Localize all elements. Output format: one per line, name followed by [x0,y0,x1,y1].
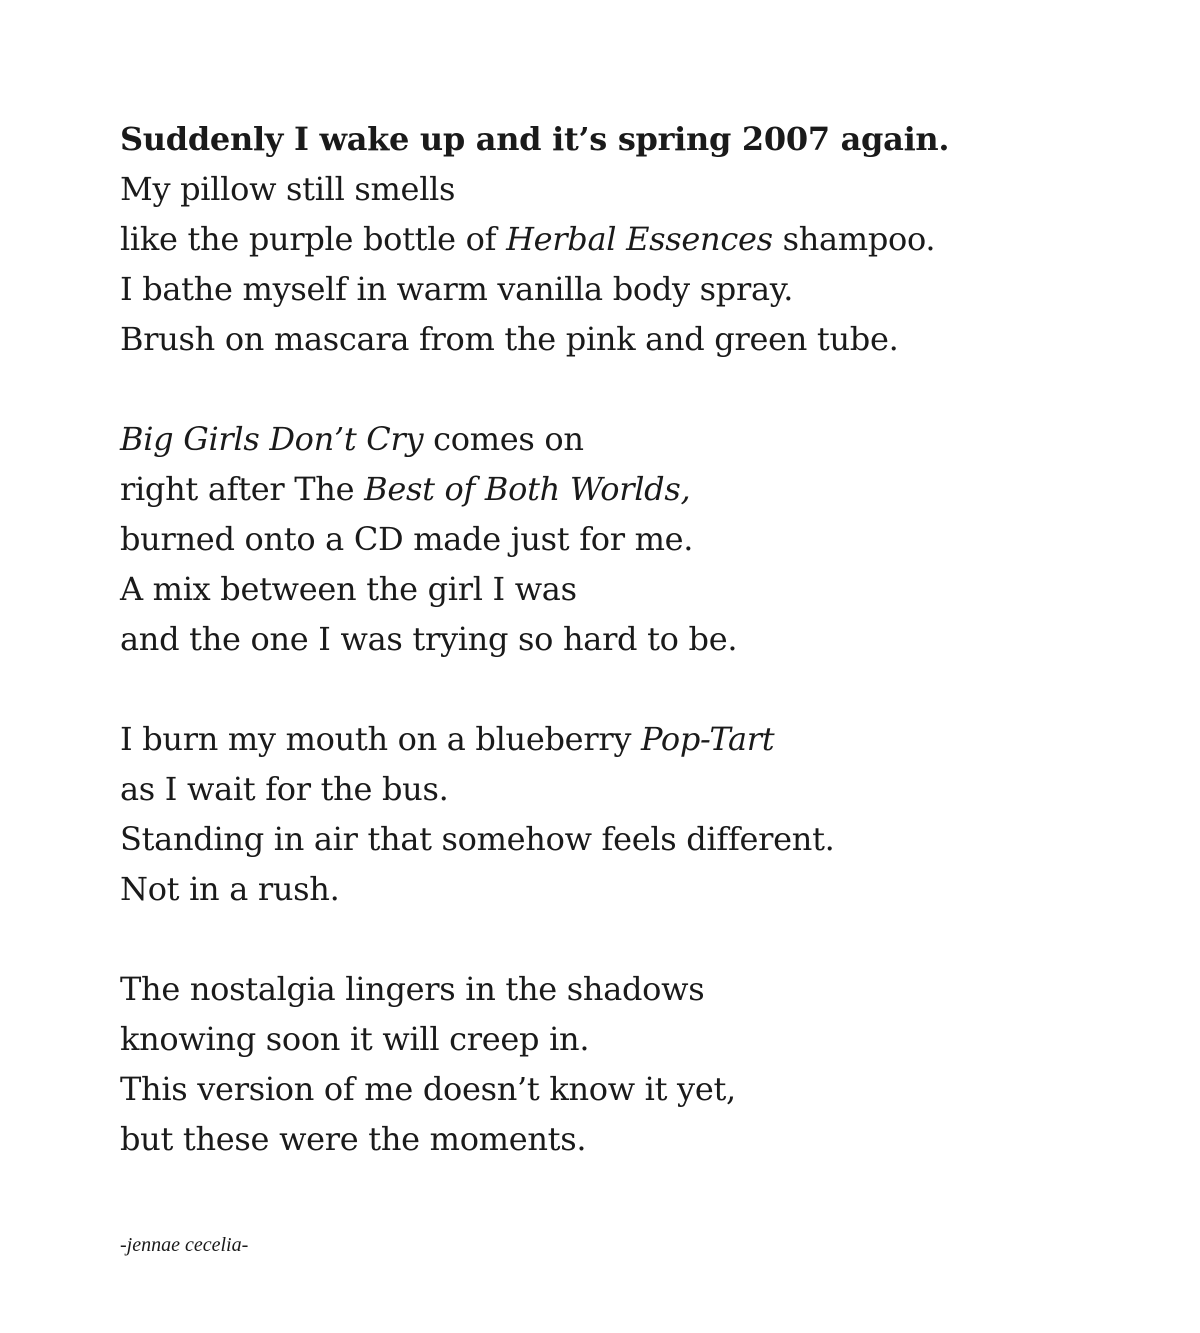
italic-title: Big Girls Don’t Cry [120,420,424,458]
poem-line: burned onto a CD made just for me. [120,520,694,558]
stanza-break [120,364,1120,414]
poem-line: This version of me doesn’t know it yet, [120,1070,736,1108]
author-signature: -jennae cecelia- [120,1234,249,1256]
poem-line: but these were the moments. [120,1120,587,1158]
stanza-break [120,664,1120,714]
stanza-break [120,914,1120,964]
poem-text: comes on [423,420,584,458]
italic-title: Best of Both Worlds, [364,470,691,508]
italic-title: Pop-Tart [640,720,775,758]
poem-line: I bathe myself in warm vanilla body spray. [120,270,794,308]
stanza-3 [120,714,1120,914]
poem-line: as I wait for the bus. [120,770,449,808]
poem-line: A mix between the girl I was [120,570,577,608]
poem-line [120,214,1120,264]
poem-first-line: Suddenly I wake up and it’s spring 2007 again. [120,120,950,158]
poem-text: I burn my mouth on a blueberry [120,720,641,758]
poem-line: Not in a rush. [120,870,340,908]
italic-title: Herbal Essences [506,220,773,258]
poem-text: right after The [120,470,365,508]
stanza-4 [120,964,1120,1164]
poem-line: Brush on mascara from the pink and green tube. [120,320,899,358]
stanza-2 [120,414,1120,664]
poem-line [120,714,1120,764]
stanza-1 [120,114,1120,364]
poem-line: knowing soon it will creep in. [120,1020,590,1058]
poem-text: like the purple bottle of [120,220,507,258]
poem-line [120,414,1120,464]
poem-line: and the one I was trying so hard to be. [120,620,738,658]
poem [120,114,1120,1164]
poem-text: shampoo. [772,220,936,258]
poem-line: My pillow still smells [120,170,456,208]
poem-line [120,464,1120,514]
poem-line: The nostalgia lingers in the shadows [120,970,705,1008]
poem-line: Standing in air that somehow feels different. [120,820,835,858]
